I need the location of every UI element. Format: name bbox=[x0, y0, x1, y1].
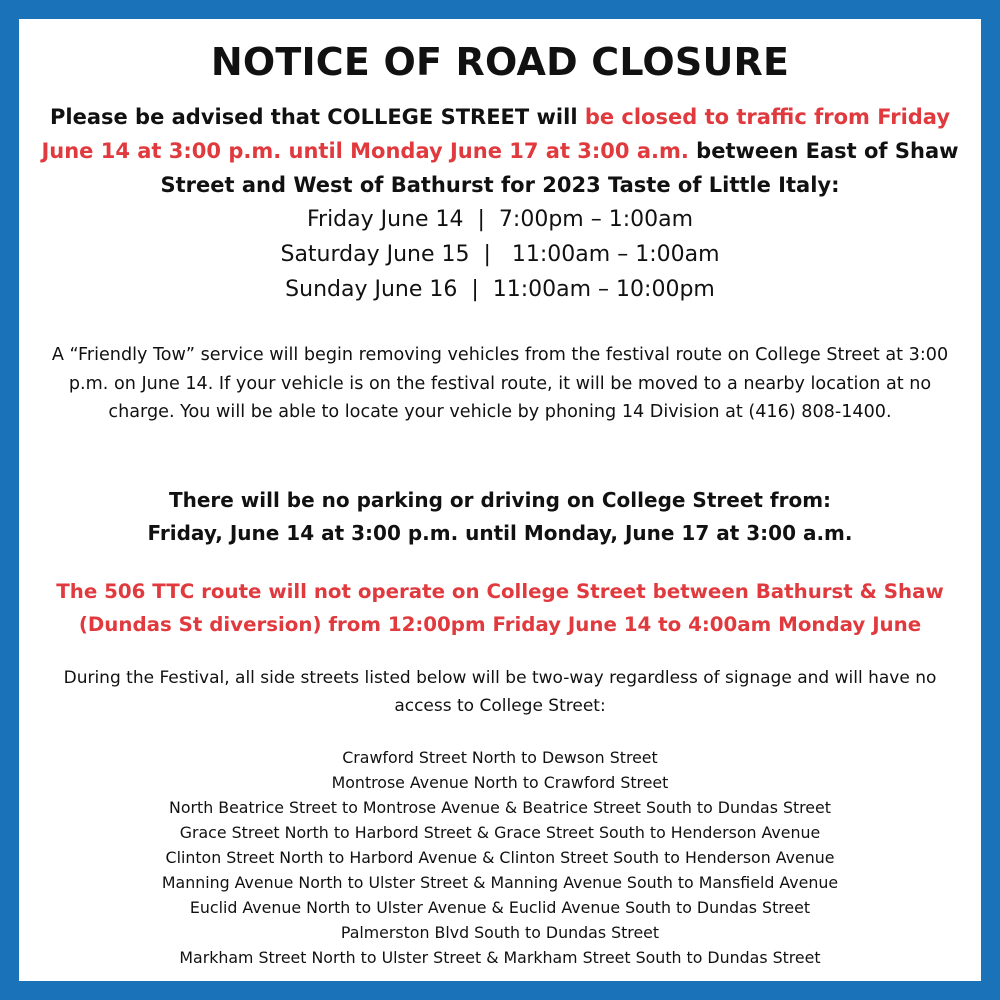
ttc-diversion-notice: The 506 TTC route will not operate on College Street between Bathurst & Shaw (Dundas St diversion) from 12:00pm Friday June 14 to 4:00am Monday June bbox=[56, 580, 944, 636]
side-streets-intro: During the Festival, all side streets listed below will be two-way regardless of signage and will have no access to College Street: bbox=[63, 668, 937, 716]
list-item: Euclid Avenue North to Ulster Avenue & Euclid Avenue South to Dundas Street bbox=[189, 898, 811, 917]
no-parking-line-2: Friday, June 14 at 3:00 p.m. until Monday, June 17 at 3:00 a.m. bbox=[147, 521, 853, 545]
schedule-item-sunday: Sunday June 16 | 11:00am – 10:00pm bbox=[285, 277, 715, 302]
list-item: Manning Avenue North to Ulster Street & Manning Avenue South to Mansfield Avenue bbox=[161, 873, 839, 892]
intro-text-end: between East of Shaw Street and West of Bathurst for 2023 Taste of Little Italy: bbox=[160, 139, 959, 197]
notice-title: NOTICE OF ROAD CLOSURE bbox=[210, 40, 790, 84]
no-parking-notice bbox=[29, 484, 971, 550]
list-item: Montrose Avenue North to Crawford Street bbox=[331, 773, 669, 792]
friendly-tow-notice: A “Friendly Tow” service will begin removing vehicles from the festival route on College Street at 3:00 p.m. on June 14. If your vehicle is on the festival route, it will be moved to a nearby location at no charge. You will be able to locate your vehicle by phoning 14 Division at (416) 808-1400. bbox=[51, 345, 949, 422]
schedule-item-saturday: Saturday June 15 | 11:00am – 1:00am bbox=[280, 242, 720, 267]
list-item: Markham Street North to Ulster Street & Markham Street South to Dundas Street bbox=[179, 948, 821, 967]
list-item: North Beatrice Street to Montrose Avenue & Beatrice Street South to Dundas Street bbox=[169, 798, 831, 817]
festival-schedule bbox=[19, 202, 981, 307]
schedule-item-friday: Friday June 14 | 7:00pm – 1:00am bbox=[306, 207, 694, 232]
closure-intro bbox=[39, 100, 961, 202]
list-item: Palmerston Blvd South to Dundas Street bbox=[340, 923, 660, 942]
list-item: Crawford Street North to Dewson Street bbox=[342, 748, 658, 767]
notice-card bbox=[19, 19, 981, 981]
side-streets-list bbox=[19, 745, 981, 970]
intro-closure-dates: be closed to traffic from Friday June 14 at 3:00 p.m. until Monday June 17 at 3:00 a.m. bbox=[41, 105, 951, 163]
no-parking-line-1: There will be no parking or driving on College Street from: bbox=[168, 488, 832, 512]
list-item: Grace Street North to Harbord Street & Grace Street South to Henderson Avenue bbox=[179, 823, 821, 842]
list-item: Clinton Street North to Harbord Avenue & Clinton Street South to Henderson Avenue bbox=[165, 848, 835, 867]
intro-text-start: Please be advised that COLLEGE STREET will bbox=[49, 105, 585, 129]
